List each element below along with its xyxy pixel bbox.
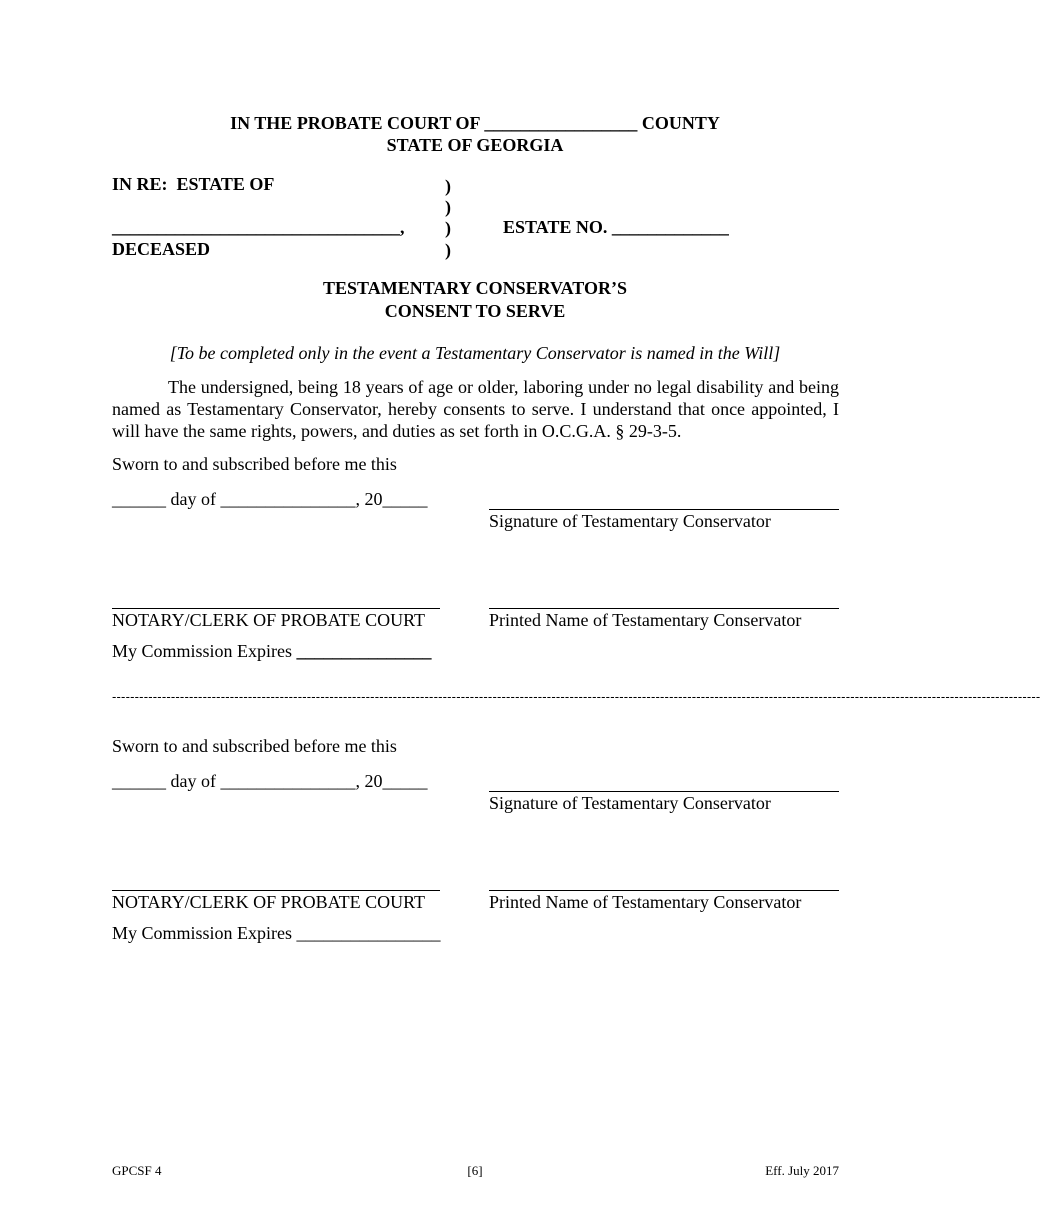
commission-label: My Commission Expires (112, 923, 293, 943)
consent-text: The undersigned, being 18 years of age or older, laboring under no legal disability and being named as Testamentary Conservator, hereby consents to serve. I understand that once appointed, I will have the same rights, powers, and duties as set forth in O.C.G.A. § 29-3-5. (112, 377, 839, 441)
sworn-statement: Sworn to and subscribed before me this (112, 736, 397, 756)
date-line: ______ day of _______________, 20_____ (112, 489, 428, 509)
notary-signature-line (112, 890, 440, 891)
instruction-note: [To be completed only in the event a Testamentary Conservator is named in the Will] (169, 343, 781, 363)
notary-signature-line (112, 608, 440, 609)
court-heading: IN THE PROBATE COURT OF _________________ COUNTY (230, 113, 720, 133)
state-heading: STATE OF GEORGIA (386, 135, 564, 155)
printed-name-label: Printed Name of Testamentary Conservator (489, 610, 802, 630)
commission-expires (112, 924, 441, 942)
deceased-label: DECEASED (112, 239, 211, 259)
commission-blank: ________________ (296, 923, 441, 943)
date-line: ______ day of _______________, 20_____ (112, 771, 428, 791)
sworn-statement: Sworn to and subscribed before me this (112, 454, 397, 474)
effective-date: Eff. July 2017 (765, 1163, 839, 1178)
caption-paren: ) (445, 197, 451, 217)
caption-paren: ) (445, 218, 451, 238)
form-title-line1: TESTAMENTARY CONSERVATOR’S (323, 278, 627, 298)
section-separator: ------------------------------------------------------------------------------------------------------------------------------------------------------------------------------------------------------------- (112, 689, 1040, 704)
form-title-line2: CONSENT TO SERVE (384, 301, 566, 321)
decedent-name-line: ________________________________, (112, 217, 405, 237)
signature-label: Signature of Testamentary Conservator (489, 511, 771, 531)
consent-paragraph (112, 376, 839, 442)
printed-name-label: Printed Name of Testamentary Conservator (489, 892, 802, 912)
caption-paren: ) (445, 176, 451, 196)
printed-name-line (489, 608, 839, 609)
signature-line (489, 509, 839, 510)
commission-label: My Commission Expires (112, 641, 293, 661)
notary-label: NOTARY/CLERK OF PROBATE COURT (112, 892, 426, 912)
signature-label: Signature of Testamentary Conservator (489, 793, 771, 813)
page-number: [6] (467, 1163, 483, 1178)
commission-blank: _______________ (296, 641, 432, 661)
estate-number-field: ESTATE NO. _____________ (503, 217, 729, 237)
commission-expires (112, 642, 432, 660)
caption-paren: ) (445, 240, 451, 260)
in-re-label: IN RE: ESTATE OF (112, 174, 275, 194)
notary-label: NOTARY/CLERK OF PROBATE COURT (112, 610, 426, 630)
printed-name-line (489, 890, 839, 891)
form-id: GPCSF 4 (112, 1163, 162, 1178)
signature-line (489, 791, 839, 792)
